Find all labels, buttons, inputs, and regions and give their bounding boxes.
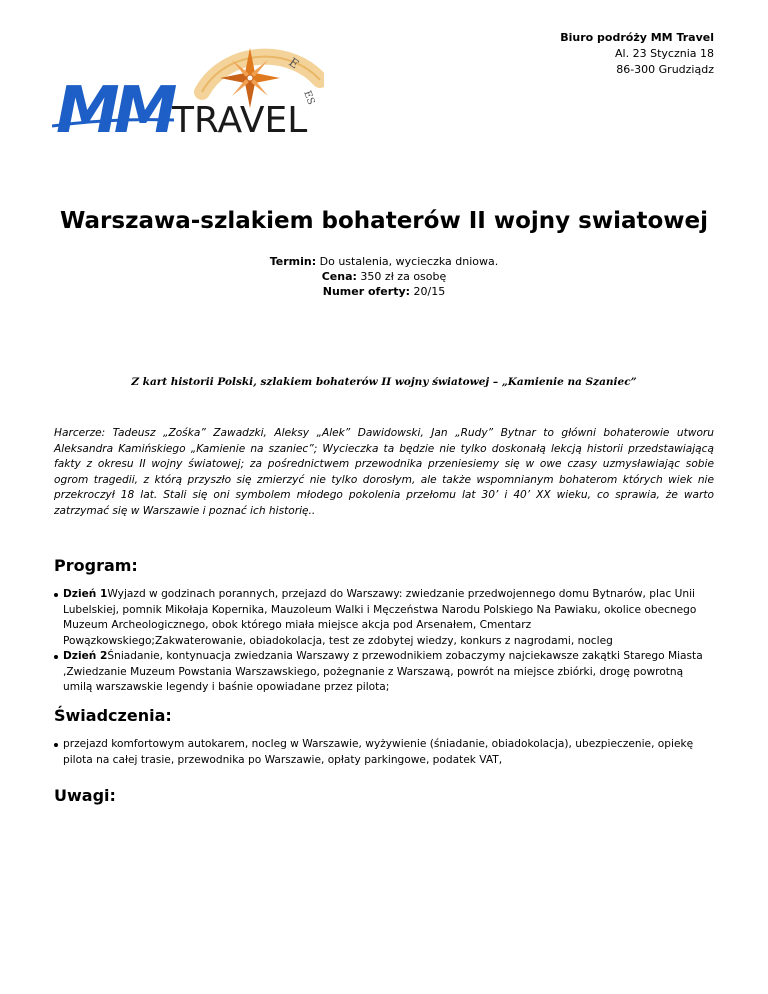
page-title: Warszawa-szlakiem bohaterów II wojny swiatowej [59, 208, 708, 234]
notes-heading: Uwagi: [54, 786, 116, 805]
term-line [0, 254, 768, 269]
offer-number-label: Numer oferty: [322, 285, 411, 298]
price-line [0, 269, 768, 284]
benefits-heading: Świadczenia: [54, 706, 172, 725]
program-day-1 [54, 587, 714, 649]
offer-number-line [0, 284, 768, 299]
agency-address: Al. 23 Stycznia 18 [615, 47, 714, 60]
intro-paragraph: Harcerze: Tadeusz „Zośka” Zawadzki, Aleksy „Alek” Dawidowski, Jan „Rudy” Bytnar to główni bohaterowie utworu Aleksandra Kamińskiego „Kamienie na szaniec”; Wycieczka ta będzie nie tylko doskonałą lekcją historii przedstawiającą fakty z okresu II wojny światowej; za pośrednictwem przewodnika przeniesiemy się w owe czasy uzmysławiając sobie ogrom tragedii, z którą przyszło się zmierzyć nie tylko dorosłym, ale także wspomnianym bohaterom których wiek nie przekroczył 18 lat. Stali się oni symbolem młodego pokolenia przełomu lat 30’ i 40’ XX wieku, co sprawia, że warto zatrzymać się w Warszawie i poznać ich historię.. [54, 427, 714, 517]
price-label: Cena: [321, 270, 357, 283]
day-text: Śniadanie, kontynuacja zwiedzania Warszawy z przewodnikiem zobaczymy najciekawsze zakątki Starego Miasta ,Zwiedzanie Muzeum Powstania Warszawskiego, pożegnanie z Warszawą, powrót na miejsce zbiórki, drogę powrotną umilą warszawskie legendy i baśnie opowiadane przez pilota; [63, 650, 703, 693]
compass-letter-e: E [286, 54, 302, 72]
logo-mm-text: MM [56, 74, 172, 140]
day-label: Dzień 2 [63, 650, 108, 662]
agency-city: 86-300 Grudziądz [616, 63, 714, 76]
mm-travel-logo [52, 22, 324, 140]
day-text: Wyjazd w godzinach porannych, przejazd do Warszawy: zwiedzanie przedwojennego domu Bytnarów, plac Unii Lubelskiej, pomnik Mikołaja Kopernika, Mauzoleum Walki i Męczeństwa Narodu Polskiego Na Pawiaku, okolice obecnego Muzeum Archeologicznego, obok którego miała miejsce akcja pod Arsenałem, Cmentarz Powązkowskiego;Zakwaterowanie, obiadokolacja, test ze zdobytej wiedzy, konkurs z nagrodami, nocleg [63, 588, 697, 647]
price-value: 350 zł za osobę [360, 270, 447, 283]
term-value: Do ustalenia, wycieczka dniowa. [319, 255, 499, 268]
day-label: Dzień 1 [63, 588, 108, 600]
program-heading: Program: [54, 556, 138, 575]
subtitle: Z kart historii Polski, szlakiem bohaterów II wojny światowej – „Kamienie na Szaniec” [131, 376, 637, 388]
offer-meta [0, 254, 768, 299]
program-list [54, 587, 714, 696]
agency-info [560, 30, 714, 78]
compass-letter-es: ES [301, 89, 317, 107]
term-label: Termin: [269, 255, 317, 268]
logo-travel-text: TRAVEL [172, 100, 308, 140]
agency-name: Biuro podróży MM Travel [560, 31, 714, 44]
offer-number-value: 20/15 [413, 285, 446, 298]
benefits-list [54, 737, 714, 768]
program-day-2 [54, 649, 714, 696]
benefit-item: przejazd komfortowym autokarem, nocleg w Warszawie, wyżywienie (śniadanie, obiadokolacja), ubezpieczenie, opiekę pilota na całej trasie, przewodnika po Warszawie, opłaty parkingowe, podatek VAT, [54, 737, 714, 768]
